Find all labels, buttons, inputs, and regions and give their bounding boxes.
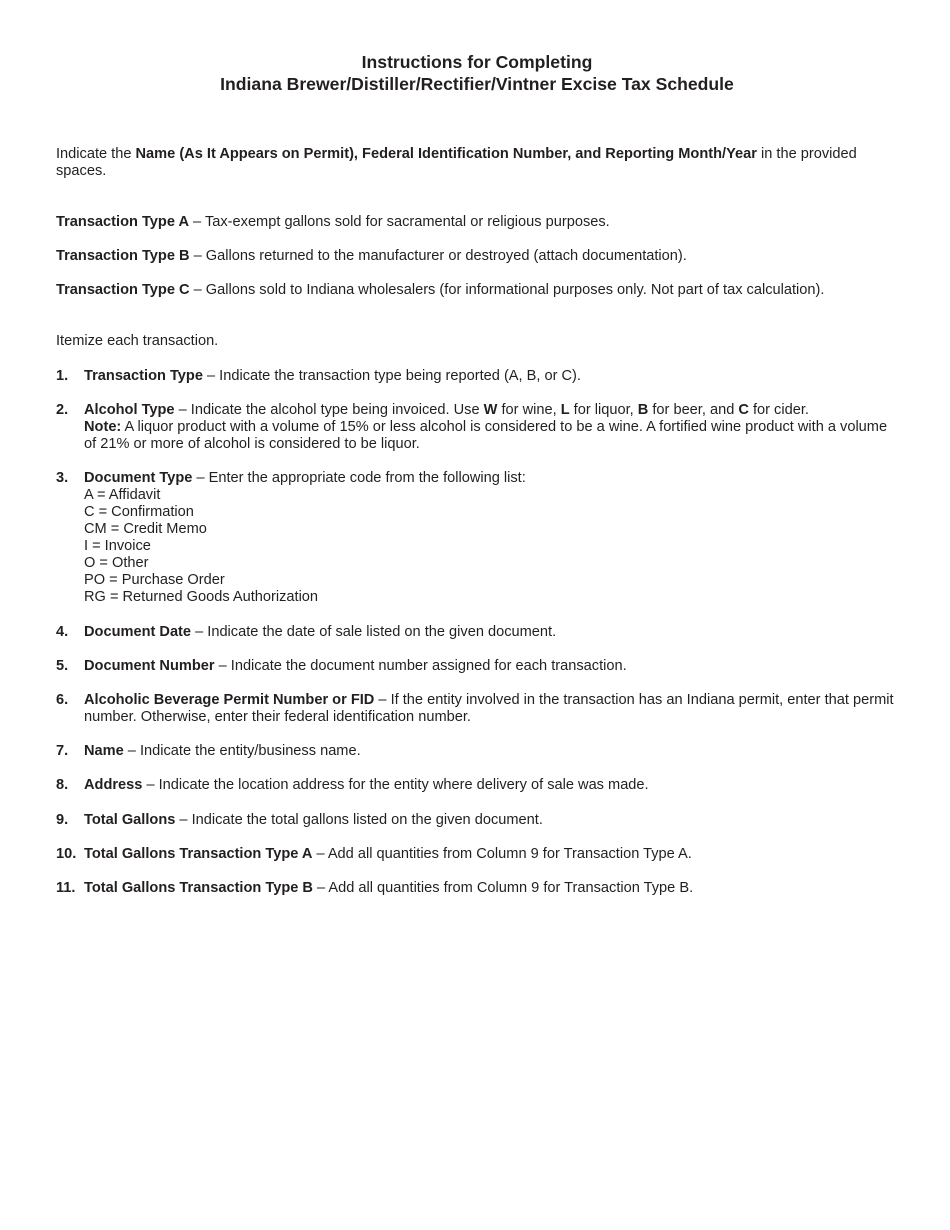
list-item-7 xyxy=(56,743,898,760)
code-entry: O = Other xyxy=(84,555,149,571)
note-label: Note: xyxy=(84,419,122,435)
list-item-11 xyxy=(56,880,898,897)
transaction-type-text: – Tax-exempt gallons sold for sacramental or religious purposes. xyxy=(189,214,610,230)
page-title xyxy=(56,52,898,95)
item-body xyxy=(84,777,898,794)
item-text: – Indicate the transaction type being reported (A, B, or C). xyxy=(202,368,581,384)
item-number: 10. xyxy=(56,846,77,862)
instructions-page xyxy=(56,52,898,896)
item-label: Total Gallons Transaction Type B xyxy=(84,880,313,896)
transaction-type-label: Transaction Type B xyxy=(56,248,190,264)
code-entry: C = Confirmation xyxy=(84,504,194,520)
intro-suffix: in the provided spaces. xyxy=(56,146,857,179)
list-item-1 xyxy=(56,368,898,385)
intro-prefix: Indicate the xyxy=(56,146,136,162)
item-number: 11. xyxy=(56,880,76,896)
item-text: – Indicate the entity/business name. xyxy=(123,743,361,759)
item-body xyxy=(84,470,898,606)
item-text: – Add all quantities from Column 9 for Transaction Type A. xyxy=(312,846,692,862)
code-entry: CM = Credit Memo xyxy=(84,521,207,537)
intro-paragraph xyxy=(56,146,898,180)
item-label: Document Date xyxy=(84,624,192,640)
item-text: – Indicate the alcohol type being invoiced. Use xyxy=(174,402,484,418)
transaction-type-c xyxy=(56,282,898,299)
list-item-10 xyxy=(56,846,898,863)
item-text: – Indicate the document number assigned for each transaction. xyxy=(214,658,627,674)
item-body xyxy=(84,624,898,641)
item-body xyxy=(84,402,898,453)
item-body xyxy=(84,368,898,385)
item-body xyxy=(84,692,898,726)
document-type-line xyxy=(84,470,898,487)
list-item-3 xyxy=(56,470,898,606)
item-number: 9. xyxy=(56,812,69,828)
item-label: Document Number xyxy=(84,658,215,674)
code-entry: A = Affidavit xyxy=(84,487,161,503)
item-label: Total Gallons Transaction Type A xyxy=(84,846,313,862)
item-number: 1. xyxy=(56,368,69,384)
transaction-type-label: Transaction Type A xyxy=(56,214,189,230)
code-entry: RG = Returned Goods Authorization xyxy=(84,589,319,605)
item-text: – Enter the appropriate code from the following list: xyxy=(192,470,526,486)
item-text: – Indicate the location address for the entity where delivery of sale was made. xyxy=(142,777,649,793)
item-number: 3. xyxy=(56,470,69,486)
list-item-5 xyxy=(56,658,898,675)
item-text: – If the entity involved in the transaction has an Indiana permit, enter that permit number. Otherwise, enter their federal identification number. xyxy=(84,692,894,725)
item-number: 7. xyxy=(56,743,69,759)
item-label: Total Gallons xyxy=(84,812,176,828)
alcohol-note xyxy=(84,419,898,453)
note-text: A liquor product with a volume of 15% or less alcohol is considered to be a wine. A fortified wine product with a volume of 21% or more of alcohol is considered to be liquor. xyxy=(84,419,888,452)
item-number: 2. xyxy=(56,402,69,418)
item-text: for cider. xyxy=(748,402,809,418)
intro-bold: Name (As It Appears on Permit), Federal Identification Number, and Reporting Month/Year xyxy=(135,146,757,162)
item-text: – Add all quantities from Column 9 for Transaction Type B. xyxy=(312,880,694,896)
item-label: Transaction Type xyxy=(84,368,203,384)
item-text: for liquor, xyxy=(569,402,638,418)
item-number: 4. xyxy=(56,624,69,640)
list-item-2 xyxy=(56,402,898,453)
transaction-type-text: – Gallons returned to the manufacturer or destroyed (attach documentation). xyxy=(189,248,687,264)
title-line-2: Indiana Brewer/Distiller/Rectifier/Vintner Excise Tax Schedule xyxy=(220,73,734,94)
item-text: for beer, and xyxy=(648,402,739,418)
item-number: 6. xyxy=(56,692,69,708)
transaction-type-label: Transaction Type C xyxy=(56,282,190,298)
list-item-4 xyxy=(56,624,898,641)
list-item-6 xyxy=(56,692,898,726)
item-body xyxy=(84,812,898,829)
list-item-8 xyxy=(56,777,898,794)
itemize-text: Itemize each transaction. xyxy=(56,333,219,349)
code-l: L xyxy=(560,402,570,418)
item-body xyxy=(84,880,898,897)
transaction-type-text: – Gallons sold to Indiana wholesalers (for informational purposes only. Not part of tax calculation). xyxy=(189,282,825,298)
code-entry: PO = Purchase Order xyxy=(84,572,225,588)
code-b: B xyxy=(637,402,649,418)
item-text: for wine, xyxy=(497,402,561,418)
transaction-type-a xyxy=(56,214,898,231)
transaction-type-b xyxy=(56,248,898,265)
code-w: W xyxy=(483,402,498,418)
item-label: Name xyxy=(84,743,124,759)
item-label: Alcohol Type xyxy=(84,402,175,418)
list-item-9 xyxy=(56,812,898,829)
item-label: Alcoholic Beverage Permit Number or FID xyxy=(84,692,375,708)
item-label: Document Type xyxy=(84,470,193,486)
item-number: 8. xyxy=(56,777,69,793)
code-c: C xyxy=(738,402,749,418)
item-label: Address xyxy=(84,777,143,793)
item-body xyxy=(84,658,898,675)
item-text: – Indicate the total gallons listed on the given document. xyxy=(175,812,543,828)
item-text: – Indicate the date of sale listed on the given document. xyxy=(191,624,557,640)
code-entry: I = Invoice xyxy=(84,538,151,554)
title-line-1: Instructions for Completing xyxy=(361,52,593,72)
item-body xyxy=(84,846,898,863)
item-body xyxy=(84,743,898,760)
alcohol-type-line xyxy=(84,402,898,419)
item-number: 5. xyxy=(56,658,69,674)
